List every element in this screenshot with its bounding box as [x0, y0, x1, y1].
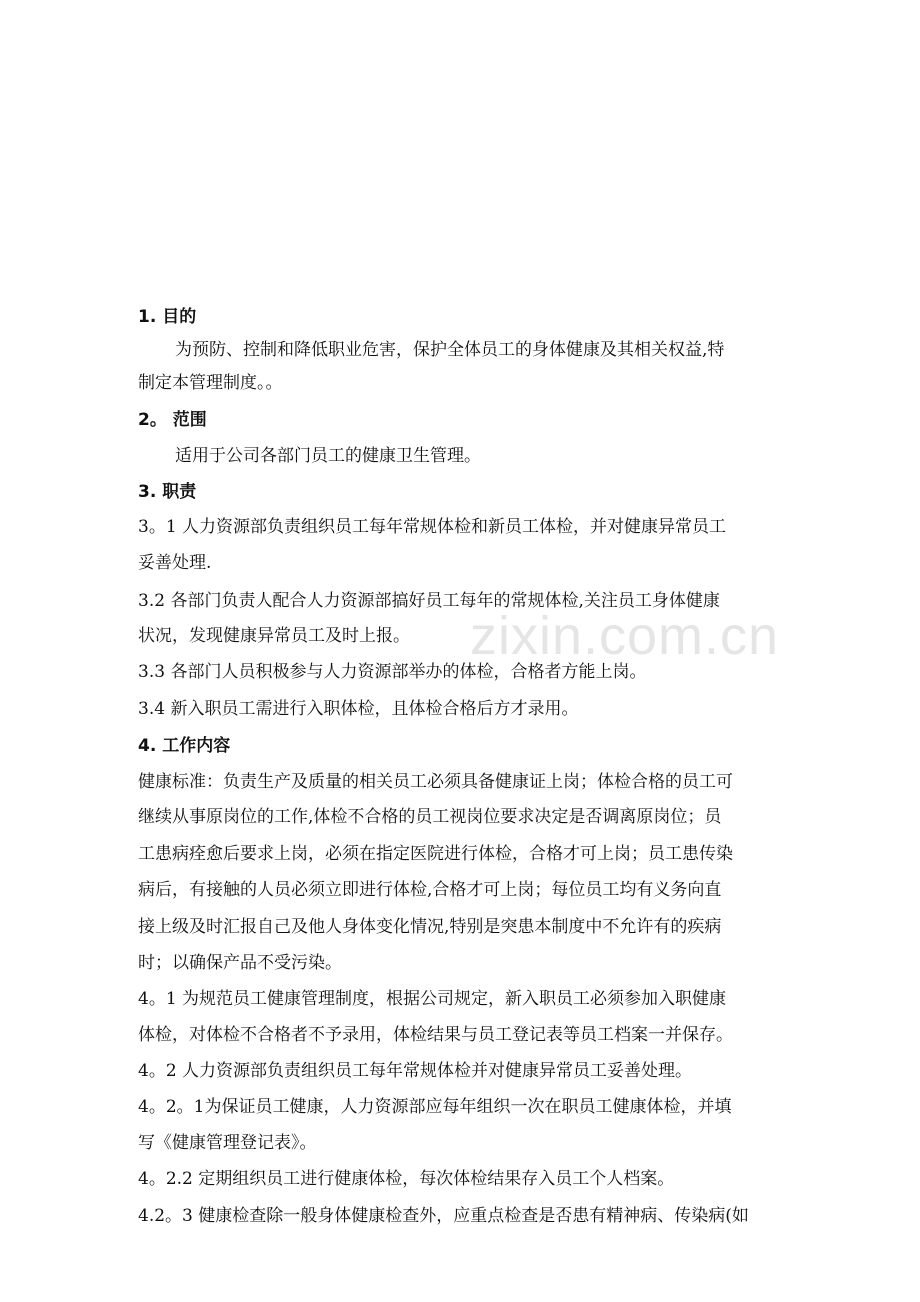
- paragraph-line: 状况，发现健康异常员工及时上报。: [138, 626, 410, 646]
- watermark: zixin.com.cn: [470, 606, 780, 666]
- section-1-heading: 1. 目的: [138, 307, 197, 327]
- paragraph-line: 健康标准：负责生产及质量的相关员工必须具备健康证上岗；体检合格的员工可: [138, 772, 733, 792]
- paragraph-line: 3。1 人力资源部负责组织员工每年常规体检和新员工体检，并对健康异常员工: [138, 517, 727, 537]
- section-4-heading: 4. 工作内容: [138, 736, 231, 756]
- section-3-heading: 3. 职责: [138, 482, 197, 502]
- paragraph-line: 3.4 新入职员工需进行入职体检，且体检合格后方才录用。: [138, 699, 579, 719]
- paragraph-line: 妥善处理.: [138, 553, 212, 573]
- paragraph-line: 写《健康管理登记表》。: [138, 1133, 317, 1153]
- paragraph-line: 时；以确保产品不受污染。: [138, 953, 342, 973]
- paragraph-line: 4。2.2 定期组织员工进行健康体检，每次体检结果存入员工个人档案。: [138, 1169, 675, 1189]
- paragraph-line: 制定本管理制度。。: [138, 373, 283, 393]
- paragraph-line: 4。1 为规范员工健康管理制度，根据公司规定，新入职员工必须参加入职健康: [138, 989, 727, 1009]
- paragraph-line: 4。2。1为保证员工健康，人力资源部应每年组织一次在职员工健康体检，并填: [138, 1097, 732, 1117]
- paragraph-line: 4.2。3 健康检查除一般身体健康检查外，应重点检查是否患有精神病、传染病(如: [138, 1206, 749, 1226]
- paragraph-line: 3.3 各部门人员积极参与人力资源部举办的体检，合格者方能上岗。: [138, 662, 647, 682]
- paragraph-line: 4。2 人力资源部负责组织员工每年常规体检并对健康异常员工妥善处理。: [138, 1061, 693, 1081]
- paragraph-line: 继续从事原岗位的工作,体检不合格的员工视岗位要求决定是否调离原岗位；员: [138, 807, 722, 827]
- paragraph-line: 3.2 各部门负责人配合人力资源部搞好员工每年的常规体检,关注员工身体健康: [138, 591, 720, 611]
- paragraph-line: 为预防、控制和降低职业危害，保护全体员工的身体健康及其相关权益,特: [175, 340, 725, 360]
- paragraph-line: 工患病痊愈后要求上岗，必须在指定医院进行体检，合格才可上岗；员工患传染: [138, 844, 733, 864]
- paragraph-line: 体检，对体检不合格者不予录用，体检结果与员工登记表等员工档案一并保存。: [138, 1025, 733, 1045]
- paragraph-line: 适用于公司各部门员工的健康卫生管理。: [175, 446, 481, 466]
- section-2-heading: 2。 范围: [138, 410, 207, 430]
- paragraph-line: 病后，有接触的人员必须立即进行体检,合格才可上岗；每位员工均有义务向直: [138, 880, 722, 900]
- paragraph-line: 接上级及时汇报自己及他人身体变化情况,特别是突患本制度中不允许有的疾病: [138, 917, 722, 937]
